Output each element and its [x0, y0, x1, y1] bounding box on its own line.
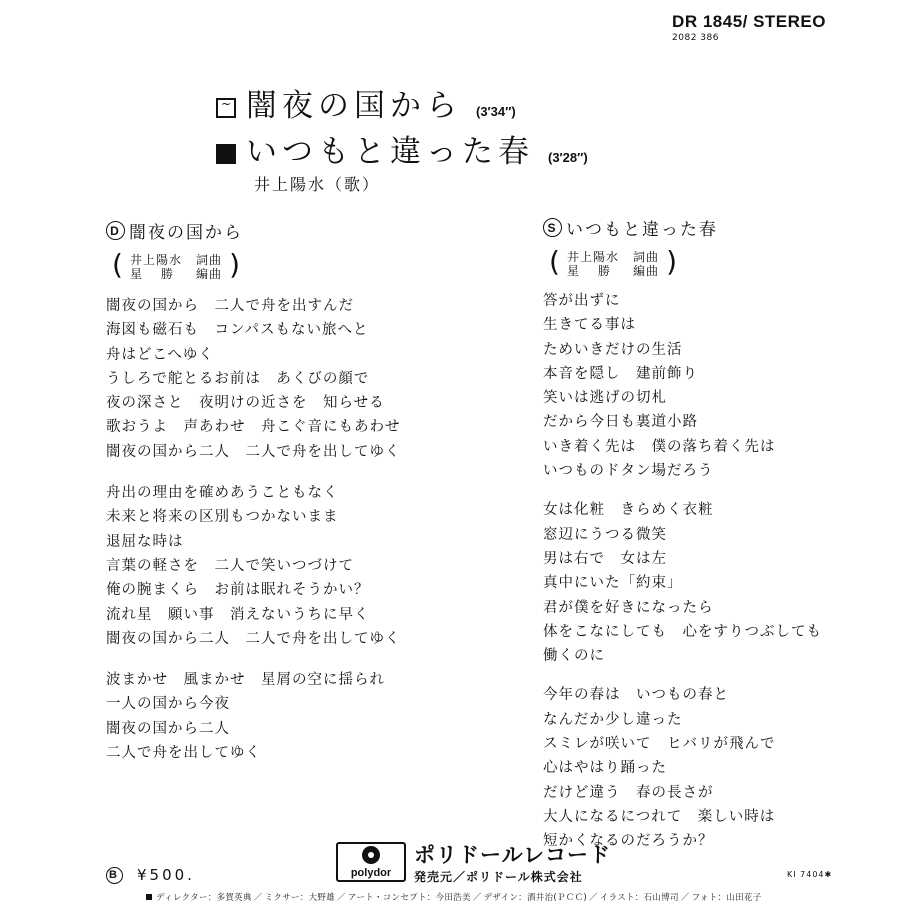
lyric-line: 闇夜の国から二人	[106, 720, 230, 737]
lyric-line: 言葉の軽さを 二人で笑いつづけて	[106, 557, 354, 574]
track-title-list	[216, 80, 588, 172]
lyric-line: いつものドタン場だろう	[543, 463, 714, 480]
lyric-line: スミレが咲いて ヒバリが飛んで	[543, 736, 776, 753]
lyric-line: 君が僕を好きになったら	[543, 599, 714, 616]
label-name: ポリドールレコード	[414, 843, 612, 867]
track-title-row	[216, 126, 588, 172]
lyric-line: うしろで舵とるお前は あくびの顔で	[106, 370, 370, 387]
lyrics	[106, 294, 401, 765]
song-credits	[553, 250, 673, 278]
side-a-square-icon	[216, 98, 236, 118]
lyric-line: 窓辺にうつる微笑	[543, 526, 667, 543]
separator: ／	[253, 893, 263, 903]
lyric-line: 未来と将来の区別もつかないまま	[106, 509, 339, 526]
staff-item: アート・コンセプト：今田浩美	[347, 893, 471, 903]
logo-text: polydor	[350, 867, 392, 879]
lyric-line: 舟はどこへゆく	[106, 346, 214, 363]
stanza	[106, 481, 401, 651]
lyric-line: 退屈な時は	[106, 533, 184, 550]
side-a-column	[106, 218, 401, 782]
price-value: ¥500.	[137, 866, 195, 884]
lyric-line: 闇夜の国から二人 二人で舟を出してゆく	[106, 630, 401, 647]
credit-name: 井上陽水	[567, 250, 620, 264]
label-text	[414, 842, 611, 885]
lyric-line: 二人で舟を出してゆく	[106, 745, 261, 762]
polydor-logo-icon	[336, 842, 406, 882]
lyric-line: 女は化粧 きらめく衣粧	[543, 502, 714, 519]
catalog-main: DR 1845/ STEREO	[672, 12, 826, 31]
lyric-line: 心はやはり踊った	[543, 760, 667, 777]
price	[106, 866, 195, 884]
credit-name: 星 勝	[130, 267, 174, 281]
lyric-line: 闇夜の国から 二人で舟を出すんだ	[106, 298, 354, 314]
staff-item: ディレクター：多賀英典	[156, 893, 252, 903]
record-label	[336, 842, 611, 885]
lyric-line: 波まかせ 風まかせ 星屑の空に揺られ	[106, 672, 385, 689]
staff-item: ミクサー：大野雄	[264, 893, 335, 903]
credit-role: 編曲	[633, 264, 660, 278]
song-heading	[106, 218, 401, 243]
lyric-line: 一人の国から今夜	[106, 696, 230, 713]
price-marker-icon: B	[106, 867, 123, 884]
lyric-line: ためいきだけの生活	[543, 341, 683, 358]
song-title: いつもと違った春	[566, 220, 718, 240]
staff-item: イラスト：石山博司	[599, 893, 679, 903]
track-title-row	[216, 80, 588, 126]
artist-credit: 井上陽水（歌）	[254, 175, 381, 194]
separator: ／	[337, 893, 346, 903]
lyric-line: 体をこなにしても 心をすりつぶしても	[543, 623, 822, 640]
lyric-line: なんだか少し違った	[543, 711, 683, 728]
stanza	[543, 498, 822, 668]
lyric-line: 夜の深さと 夜明けの近さを 知らせる	[106, 395, 385, 412]
separator: ／	[472, 893, 482, 903]
label-distributor: 発売元／ポリドール株式会社	[414, 870, 583, 884]
credit-role: 詞曲	[196, 253, 223, 267]
disc-icon	[362, 846, 380, 864]
bullet-square-icon	[146, 894, 152, 900]
staff-item: デザイン：酒井治(ＰＣＣ)	[483, 893, 588, 903]
lyric-line: 男は右で 女は左	[543, 550, 667, 567]
stanza	[106, 668, 401, 765]
lyric-line: 俺の腕まくら お前は眠れそうかい？	[106, 582, 370, 599]
catalog-sub: 2082 386	[672, 33, 719, 43]
song-credits	[116, 253, 236, 281]
credit-name: 星 勝	[567, 264, 611, 278]
song-title: 闇夜の国から	[129, 223, 243, 243]
lyric-line: だけど違う 春の長さが	[543, 784, 714, 801]
lyric-line: 真中にいた「約束」	[543, 575, 683, 592]
lyric-line: 大人になるにつれて 楽しい時は	[543, 808, 776, 825]
stanza	[543, 289, 822, 483]
staff-list	[156, 893, 762, 903]
lyric-line: 歌おうよ 声あわせ 舟こぐ音にもあわせ	[106, 419, 401, 436]
track-duration: (3′34″)	[476, 104, 516, 119]
credit-role: 編曲	[196, 267, 223, 281]
lyric-line: いき着く先は 僕の落ち着く先は	[543, 438, 776, 455]
lyric-line: 生きてる事は	[543, 317, 636, 334]
track-title: いつもと違った春	[246, 134, 534, 170]
track-title: 闇夜の国から	[246, 88, 462, 124]
side-marker-icon: S	[543, 218, 562, 237]
stanza	[543, 683, 822, 853]
lyric-line: 本音を隠し 建前飾り	[543, 365, 698, 382]
lyric-line: 今年の春は いつもの春と	[543, 687, 729, 704]
separator: ／	[589, 893, 598, 903]
lyrics	[543, 289, 822, 854]
lyric-line: 舟出の理由を確めあうこともなく	[106, 485, 339, 502]
lyric-line: 働くのに	[543, 648, 605, 665]
lyric-line: 笑いは逃げの切札	[543, 390, 667, 407]
song-heading	[543, 215, 822, 240]
side-b-column	[543, 215, 822, 869]
track-duration: (3′28″)	[548, 150, 588, 165]
print-code: KI 7404✱	[787, 870, 833, 879]
staff-credits	[146, 891, 762, 903]
lyric-line: 闇夜の国から二人 二人で舟を出してゆく	[106, 443, 401, 460]
lyric-line: だから今日も裏道小路	[543, 414, 698, 431]
staff-item: フォト：山田花子	[691, 893, 762, 903]
lyric-line: 海図も磁石も コンパスもない旅へと	[106, 322, 369, 339]
side-marker-icon: D	[106, 221, 125, 240]
catalog-number	[672, 12, 826, 43]
stanza	[106, 294, 401, 464]
separator: ／	[680, 893, 690, 903]
lyric-line: 短かくなるのだろうか？	[543, 833, 714, 850]
lyric-line: 流れ星 願い事 消えないうちに早く	[106, 606, 370, 623]
side-b-square-icon	[216, 144, 236, 164]
credit-name: 井上陽水	[130, 253, 183, 267]
credit-role: 詞曲	[633, 250, 660, 264]
lyric-line: 答が出ずに	[543, 293, 621, 309]
